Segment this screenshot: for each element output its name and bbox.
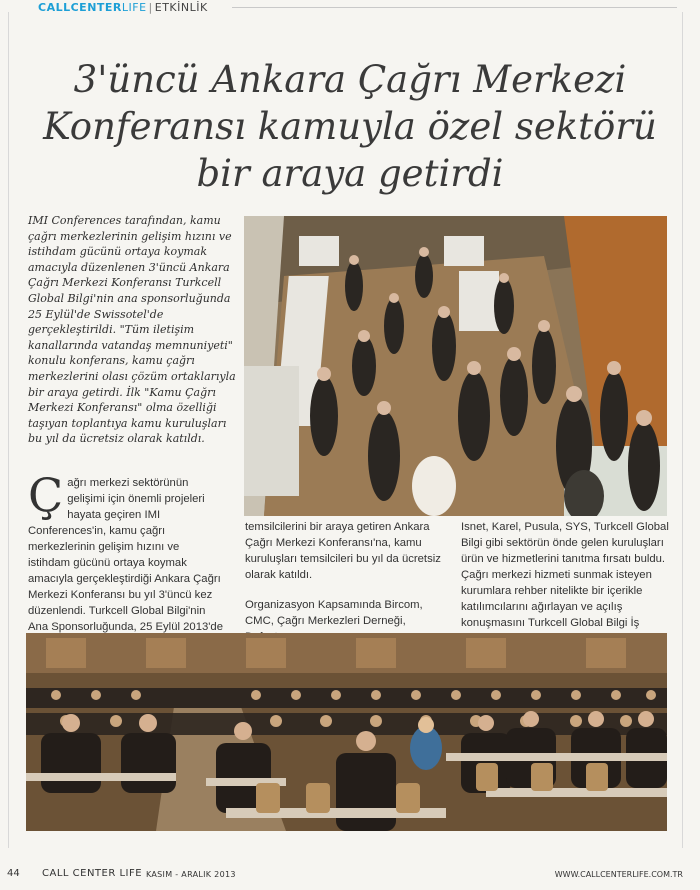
header-section: ETKİNLİK (154, 1, 208, 14)
body-column-3: Isnet, Karel, Pusula, SYS, Turkcell Global Bilgi gibi sektörün önde gelen kuruluşları ürün ve hizmetlerini tanıtma fırsatı buldu. Çağrı merkezi hizmeti sunmak isteyen kurumlara rehber nitelikte bir içerikle katılımcılarını ağırlayan ve açılış konuşmasını Turkcell Global Bilgi İş (461, 521, 669, 629)
header-separator: | (148, 1, 153, 14)
title-line-2: Konferansı kamuyla özel sektörü (43, 105, 657, 148)
column-2-paragraph-1: temsilcilerini bir araya getiren Ankara Çağrı Merkezi Konferansı'na, kamu kuruluşları temsilcileri bu yıl da ücretsiz olarak katıldı. (245, 521, 441, 581)
footer-magazine-name: CALL CENTER LIFE (42, 868, 143, 879)
section-header (38, 0, 208, 16)
article-title (30, 56, 670, 197)
title-line-1: 3'üncü Ankara Çağrı Merkezi (73, 58, 627, 101)
title-line-3: bir araya getirdi (196, 152, 504, 195)
header-rule (232, 7, 677, 8)
article-intro: IMI Conferences tarafından, kamu çağrı merkezlerinin gelişim hızını ve istihdam gücünü ortaya koymak amacıyla düzenlenen 3'üncü Ankara Çağrı Merkezi Konferansı Turkcell Global Bilgi'nin ana sponsorluğunda 25 Eylül'de Swissotel'de gerçekleştirildi. "Tüm iletişim kanallarında vatandaş memnuniyeti" konulu konferans, kamu çağrı merkezlerini olası çözüm ortaklarıyla bir araya getirdi. İlk "Kamu Çağrı Merkezi Konferansı" olma özelliği taşıyan toplantıya kamu kuruluşları bu yıl da ücretsiz olarak katıldı. (28, 214, 236, 446)
networking-photo (244, 216, 667, 516)
audience-photo (26, 633, 667, 831)
column-2-paragraph-2: Organizasyon Kapsamında Bircom, CMC, Çağrı Merkezleri Derneği, (245, 599, 423, 627)
page-number: 44 (7, 868, 20, 879)
page-border-left (8, 12, 9, 848)
drop-cap: Ç (28, 468, 64, 522)
column-1-text: ağrı merkezi sektörünün gelişimi için önemli projeleri hayata geçiren IMI Conferences'in, kamu çağrı merkezlerinin gelişim hızını ve istihdam gücünü ortaya koymak amacıyla gerçekleştirdiği Ankara Çağrı Merkezi Konferansı bu yıl 3'üncü kez düzenlendi. Turkcell Global Bilgi'nin Ana Sponsorluğunda, 25 Eylül 2013'de (28, 477, 223, 633)
footer-issue-date: KASIM - ARALIK 2013 (146, 870, 236, 879)
footer-website[interactable]: WWW.CALLCENTERLIFE.COM.TR (554, 870, 683, 879)
header-brand: CALLCENTERLIFE (38, 1, 147, 14)
page-border-right (682, 12, 683, 848)
